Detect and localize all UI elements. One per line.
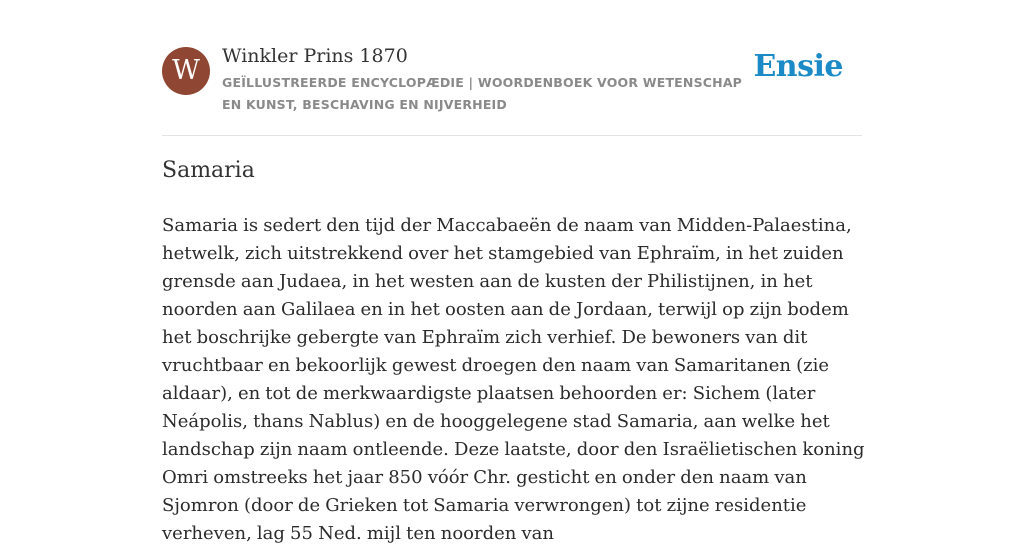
avatar[interactable]: W — [162, 47, 210, 95]
source-header — [162, 0, 862, 136]
source-title[interactable]: Winkler Prins 1870 — [222, 45, 408, 67]
page-content — [162, 0, 865, 544]
source-subtitle: GEÏLLUSTREERDE ENCYCLOPÆDIE | WOORDENBOEK VOOR WETENSCHAP EN KUNST, BESCHAVING EN NIJVERHEID — [222, 75, 743, 112]
ensie-logo[interactable]: Ensie — [753, 49, 843, 84]
article-body: Samaria is sedert den tijd der Maccabaeën de naam van Midden-Palaestina, hetwelk, zich uitstrekkend over het stamgebied van Ephraïm, in het zuiden grensde aan Judaea, in het westen aan de kusten der Philistijnen, in het noorden aan Galilaea en in het oosten aan de Jordaan, terwijl op zijn bodem het boschrijke gebergte van Ephraïm zich verhief. De bewoners van dit vruchtbaar en bekoorlijk gewest droegen den naam van Samaritanen (zie aldaar), en tot de merkwaardigste plaatsen behoorden er: Sichem (later Neápolis, thans Nablus) en de hooggelegene stad Samaria, aan welke het landschap zijn naam ontleende. Deze laatste, door den Israëlietischen koning Omri omstreeks het jaar 850 vóór Chr. gesticht en onder den naam van Sjomron (door de Grieken tot Samaria verwrongen) tot zijne residentie verheven, lag 55 Ned. mijl ten noorden van — [162, 215, 865, 544]
article-title: Samaria — [162, 158, 255, 183]
